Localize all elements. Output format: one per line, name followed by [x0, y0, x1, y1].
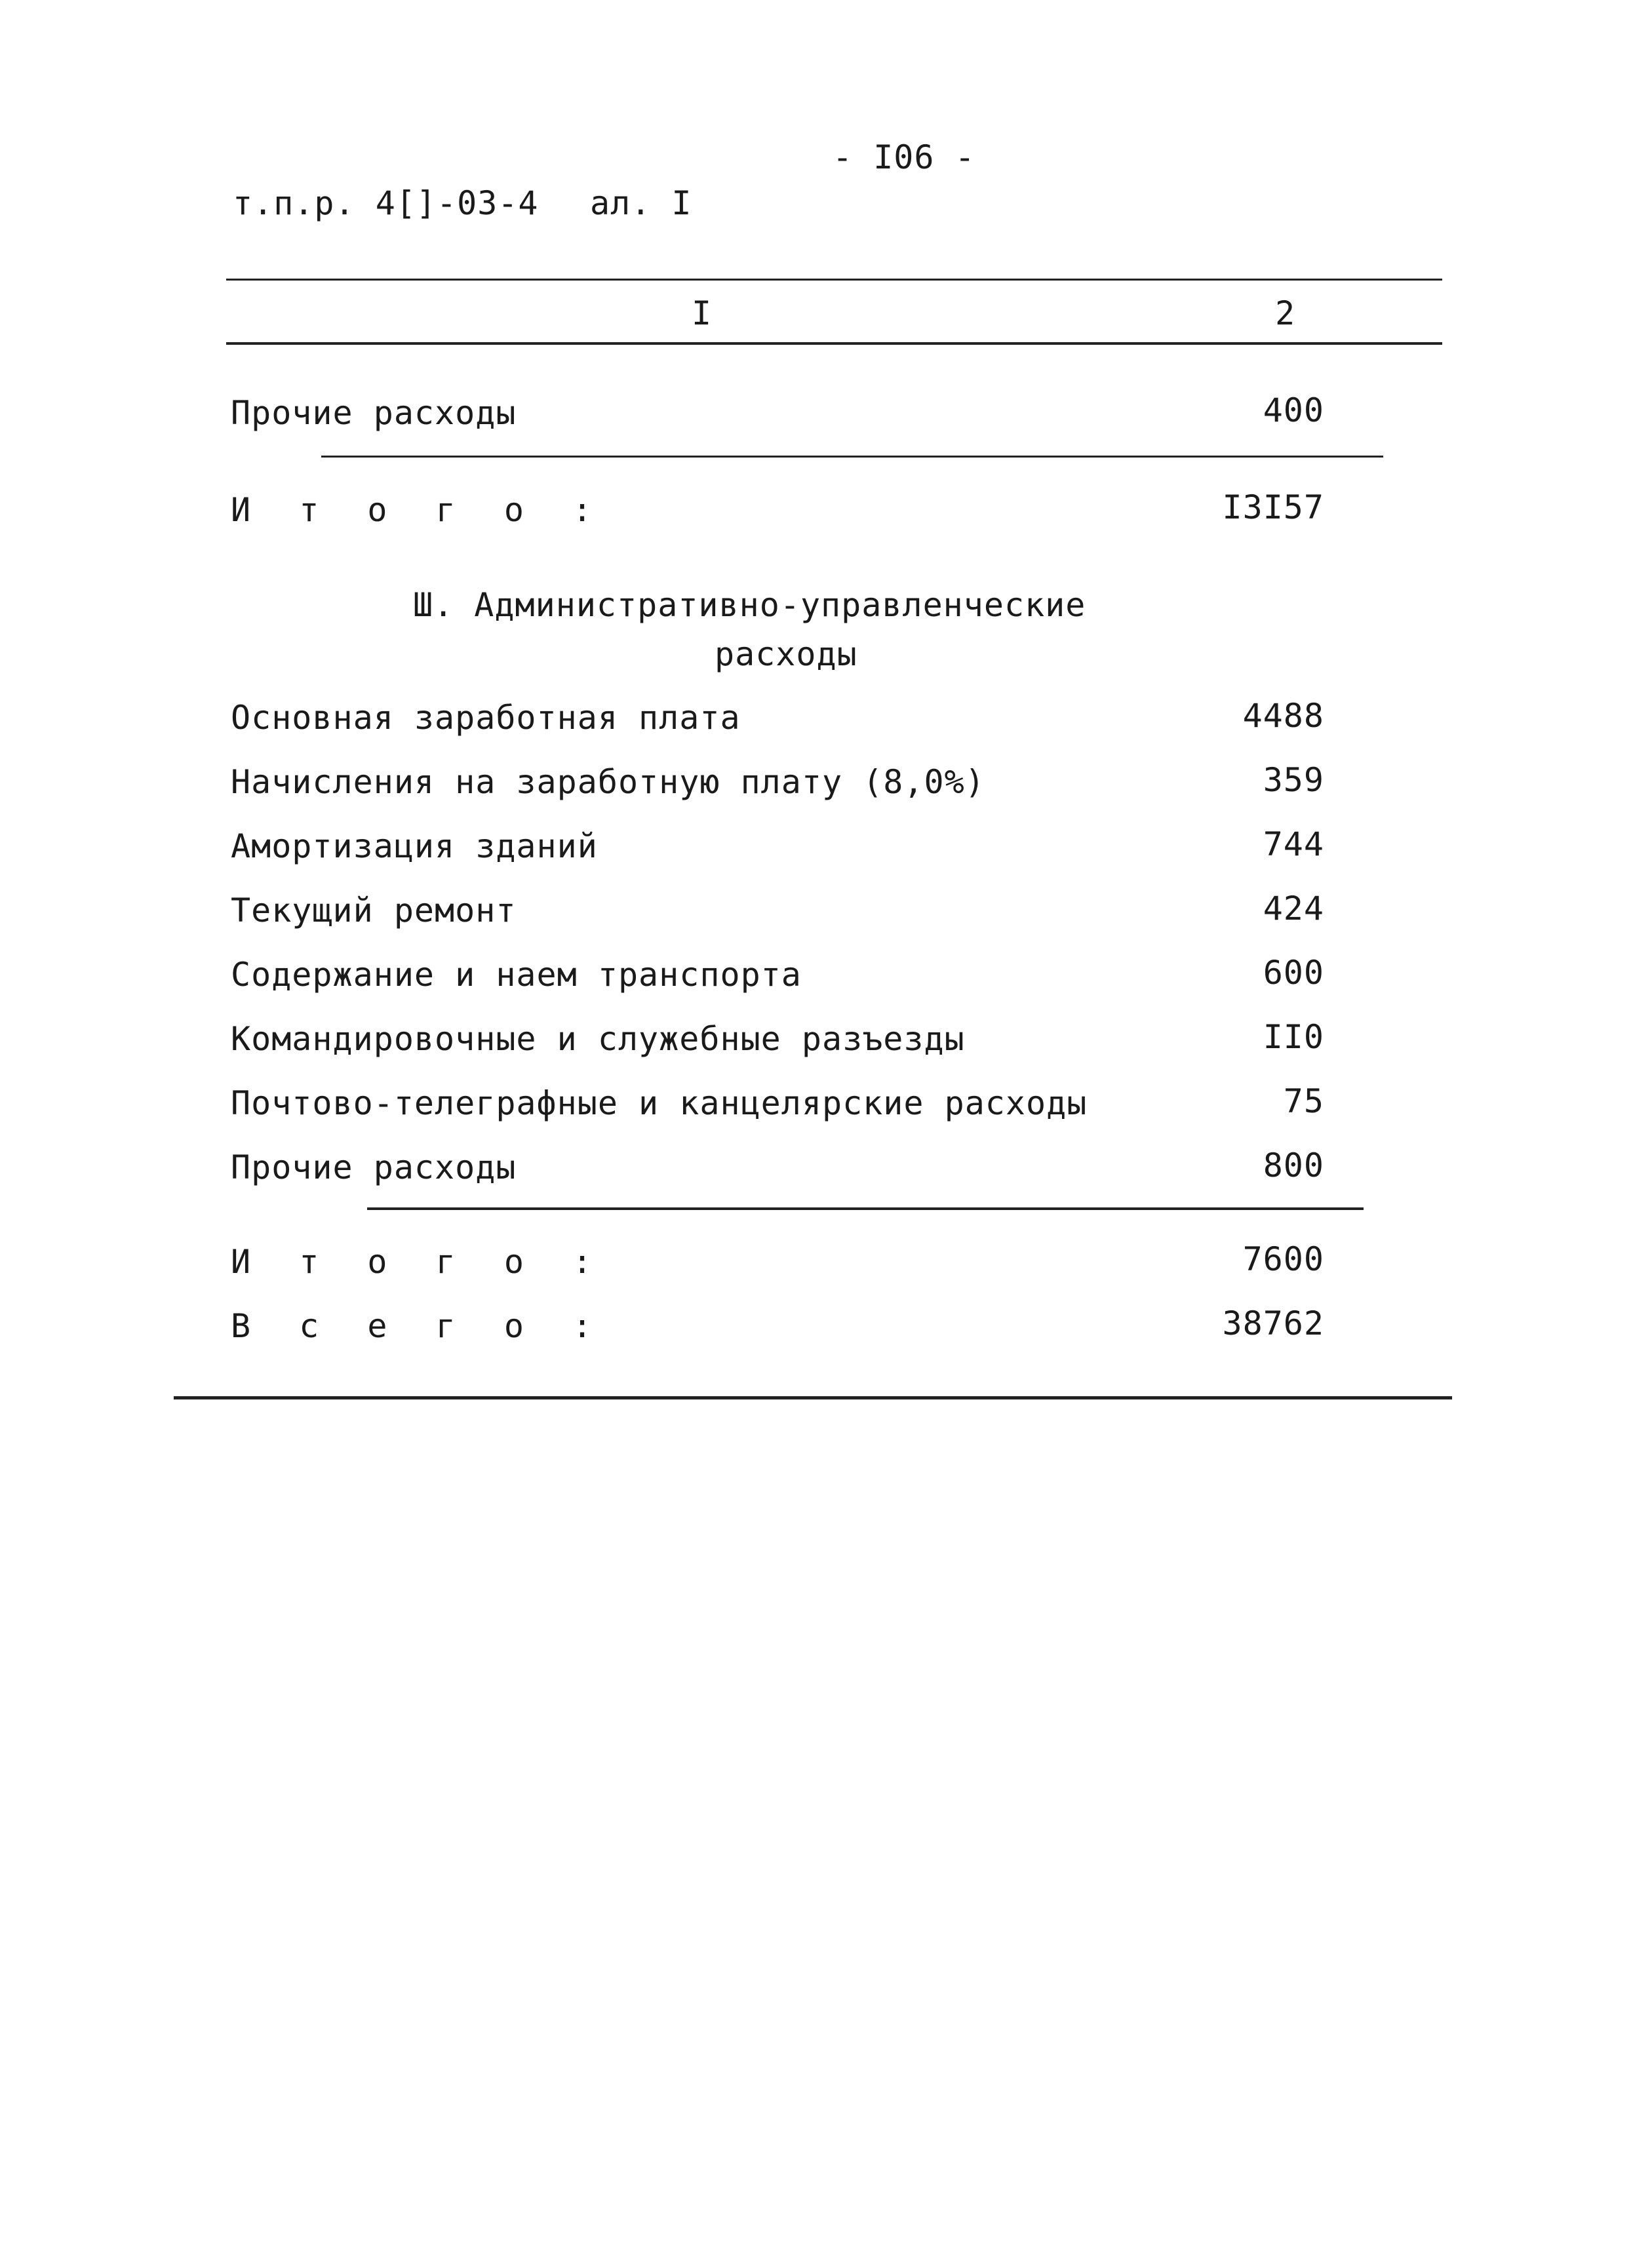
section-subtotal-rule	[367, 1207, 1364, 1210]
row-label: Командировочные и служебные разъезды	[231, 1020, 965, 1058]
row-label: Почтово-телеграфные и канцелярские расходы	[231, 1084, 1088, 1122]
row-label: Текущий ремонт	[231, 891, 517, 929]
section-title-line-2: расходы	[715, 635, 857, 673]
prev-subtotal-rule	[321, 456, 1383, 458]
row-label: Содержание и наем транспорта	[231, 956, 802, 994]
document-reference: т.п.р. 4[]-03-4	[233, 184, 539, 222]
prev-total-value: I3I57	[1222, 488, 1324, 526]
prev-row-label: Прочие расходы	[231, 394, 517, 432]
prev-total-label: И т о г о :	[231, 491, 607, 529]
row-label: Прочие расходы	[231, 1148, 517, 1186]
row-label: Начисления на заработную плату (8,0%)	[231, 763, 985, 801]
section-total-label: И т о г о :	[231, 1243, 607, 1281]
row-value: 600	[1263, 954, 1324, 992]
prev-row-value: 400	[1263, 391, 1324, 429]
table-bottom-rule	[174, 1396, 1452, 1399]
row-label: Амортизация зданий	[231, 827, 598, 865]
row-value: 800	[1263, 1146, 1324, 1184]
sheet-label: ал. I	[590, 184, 692, 222]
row-value: 75	[1283, 1082, 1324, 1120]
page-number: - I06 -	[833, 138, 975, 176]
row-value: 424	[1263, 890, 1324, 928]
column-1-number: I	[692, 294, 713, 332]
section-title-line-1: Ш. Административно-управленческие	[413, 586, 1086, 624]
grand-total-label: В с е г о :	[231, 1307, 607, 1345]
column-2-number: 2	[1275, 294, 1296, 332]
row-value: 744	[1263, 825, 1324, 863]
row-value: II0	[1263, 1018, 1324, 1056]
table-header-rule	[226, 342, 1442, 345]
row-value: 359	[1263, 761, 1324, 799]
grand-total-value: 38762	[1222, 1304, 1324, 1342]
row-label: Основная заработная плата	[231, 699, 741, 737]
section-total-value: 7600	[1242, 1240, 1324, 1278]
row-value: 4488	[1242, 697, 1324, 735]
table-top-rule	[226, 279, 1442, 281]
